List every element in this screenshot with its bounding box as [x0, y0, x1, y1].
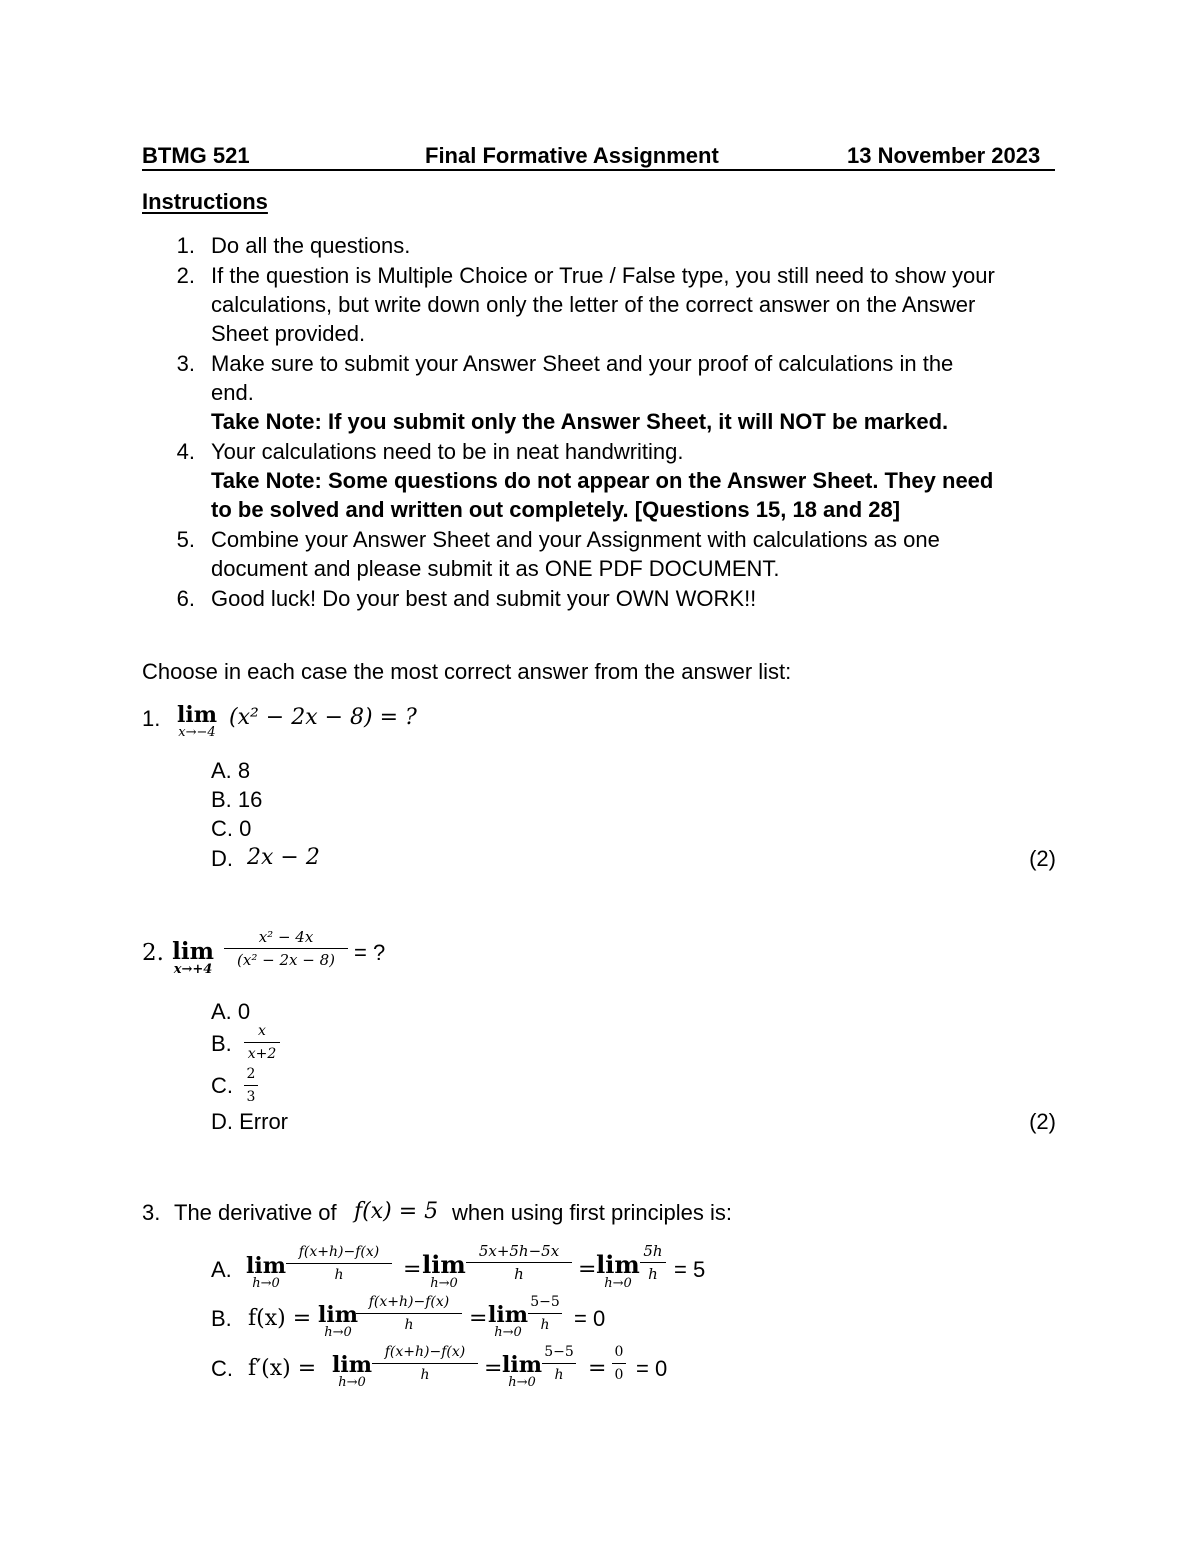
- denominator: (x² − 2x − 8): [237, 951, 335, 969]
- fraction: [466, 1242, 572, 1285]
- take-note: Take Note: If you submit only the Answer Sheet, it will NOT be marked.: [211, 409, 949, 434]
- equals-sign: =: [469, 1306, 488, 1331]
- item-text: Sheet provided.: [211, 321, 366, 346]
- item-number: 6.: [176, 586, 195, 611]
- option-lhs: f′(x) =: [248, 1356, 317, 1381]
- option-lhs: f(x) =: [248, 1306, 312, 1331]
- header-underline: [142, 169, 1055, 171]
- question-tail: = ?: [354, 940, 386, 965]
- limit-operator: [422, 1250, 466, 1291]
- limit-operator: [332, 1354, 372, 1390]
- instructions-heading: Instructions: [142, 189, 268, 214]
- item-text: Combine your Answer Sheet and your Assignment with calculations as one: [211, 527, 940, 552]
- result: = 0: [636, 1356, 668, 1381]
- denominator: h: [648, 1265, 658, 1283]
- lim-word: lim: [246, 1253, 286, 1279]
- limit-operator: [502, 1354, 542, 1390]
- item-text: Good luck! Do your best and submit your OWN WORK!!: [211, 586, 757, 611]
- numerator: 2: [244, 1066, 258, 1086]
- question-number: 3.: [142, 1200, 161, 1225]
- question-fraction: [224, 928, 348, 971]
- fraction: [286, 1244, 392, 1284]
- course-code: BTMG 521: [142, 143, 250, 168]
- assignment-title: Final Formative Assignment: [425, 143, 719, 168]
- equals-sign: =: [484, 1356, 503, 1381]
- option-c-fraction: [244, 1066, 258, 1106]
- item-text: If the question is Multiple Choice or True / False type, you still need to show your: [211, 263, 995, 288]
- question-text: The derivative of: [174, 1200, 337, 1225]
- question-function: f(x) = 5: [354, 1199, 439, 1224]
- marks: (2): [1029, 846, 1056, 871]
- option-label: B.: [211, 1306, 232, 1331]
- lim-word: lim: [596, 1250, 640, 1279]
- lim-word: lim: [422, 1250, 466, 1279]
- numerator: 5−5: [542, 1344, 576, 1364]
- lim-subscript: h→0: [430, 1276, 458, 1291]
- item-text: Make sure to submit your Answer Sheet and your proof of calculations in the: [211, 351, 954, 376]
- lim-subscript: h→0: [508, 1375, 536, 1390]
- lim-word: lim: [488, 1302, 528, 1328]
- option-b-fraction: [244, 1023, 280, 1063]
- question-expression: (x² − 2x − 8) = ?: [229, 705, 417, 730]
- fraction: [542, 1344, 576, 1384]
- lim-subscript: h→0: [252, 1276, 280, 1291]
- limit-operator: [165, 940, 221, 977]
- denominator: h: [554, 1366, 564, 1383]
- lim-subscript: h→0: [604, 1276, 632, 1291]
- limit-operator: [318, 1304, 358, 1340]
- numerator: 0: [612, 1344, 626, 1364]
- denominator: h: [334, 1266, 344, 1283]
- question-number: 1.: [142, 706, 161, 731]
- lim-subscript: x→−4: [178, 725, 216, 740]
- denominator: h: [514, 1265, 524, 1283]
- limit-operator: [170, 704, 224, 740]
- option-c: C. 0: [211, 816, 252, 841]
- lim-subscript: h→0: [324, 1325, 352, 1340]
- result: = 5: [674, 1257, 706, 1282]
- numerator: f(x+h)−f(x): [356, 1294, 462, 1314]
- lim-subscript: h→0: [338, 1375, 366, 1390]
- item-number: 2.: [176, 263, 195, 288]
- lim-subscript: x→+4: [173, 962, 213, 977]
- item-text: Do all the questions.: [211, 233, 411, 258]
- option-d-label: D.: [211, 846, 233, 871]
- marks: (2): [1029, 1109, 1056, 1134]
- denominator: h: [404, 1316, 414, 1333]
- option-a: A. 0: [211, 999, 251, 1024]
- intro-text: Choose in each case the most correct answer from the answer list:: [142, 659, 792, 684]
- option-d-expression: 2x − 2: [247, 845, 320, 870]
- option-b-label: B.: [211, 1031, 232, 1056]
- item-number: 4.: [176, 439, 195, 464]
- numerator: f(x+h)−f(x): [286, 1244, 392, 1264]
- item-number: 1.: [176, 233, 195, 258]
- option-label: A.: [211, 1257, 232, 1282]
- numerator: 5h: [640, 1242, 666, 1263]
- equals-sign: =: [588, 1356, 607, 1381]
- lim-word: lim: [502, 1352, 542, 1378]
- item-text: calculations, but write down only the letter of the correct answer on the Answer: [211, 292, 976, 317]
- item-number: 5.: [176, 527, 195, 552]
- option-label: C.: [211, 1356, 233, 1381]
- numerator: x: [244, 1023, 280, 1043]
- limit-operator: [596, 1250, 640, 1291]
- lim-word: lim: [177, 702, 217, 728]
- item-text: Your calculations need to be in neat handwriting.: [211, 439, 684, 464]
- take-note: Take Note: Some questions do not appear on the Answer Sheet. They need: [211, 468, 994, 493]
- question-number: 2.: [142, 940, 164, 966]
- lim-word: lim: [172, 938, 214, 965]
- denominator: x+2: [247, 1045, 277, 1062]
- numerator: 5−5: [528, 1294, 562, 1314]
- assignment-date: 13 November 2023: [847, 143, 1041, 168]
- limit-operator: [488, 1304, 528, 1340]
- item-text: document and please submit it as ONE PDF DOCUMENT.: [211, 556, 780, 581]
- fraction: [612, 1344, 626, 1384]
- option-b: B. 16: [211, 787, 263, 812]
- denominator: h: [420, 1366, 430, 1383]
- option-c-label: C.: [211, 1073, 233, 1098]
- item-number: 3.: [176, 351, 195, 376]
- numerator: 5x+5h−5x: [466, 1242, 572, 1263]
- question-text: when using first principles is:: [452, 1200, 733, 1225]
- limit-operator: [246, 1255, 286, 1291]
- equals-sign: =: [403, 1257, 422, 1282]
- fraction: [372, 1344, 478, 1384]
- option-d: D. Error: [211, 1109, 288, 1134]
- denominator: 0: [614, 1366, 624, 1383]
- fraction: [528, 1294, 562, 1334]
- numerator: x² − 4x: [224, 928, 348, 949]
- denominator: 3: [246, 1088, 256, 1105]
- item-text: end.: [211, 380, 254, 405]
- numerator: f(x+h)−f(x): [372, 1344, 478, 1364]
- take-note: to be solved and written out completely. [Questions 15, 18 and 28]: [211, 497, 901, 522]
- lim-word: lim: [318, 1302, 358, 1328]
- lim-subscript: h→0: [494, 1325, 522, 1340]
- equals-sign: =: [578, 1257, 597, 1282]
- lim-word: lim: [332, 1352, 372, 1378]
- denominator: h: [540, 1316, 550, 1333]
- fraction: [356, 1294, 462, 1334]
- result: = 0: [574, 1306, 606, 1331]
- fraction: [640, 1242, 666, 1285]
- option-a: A. 8: [211, 758, 251, 783]
